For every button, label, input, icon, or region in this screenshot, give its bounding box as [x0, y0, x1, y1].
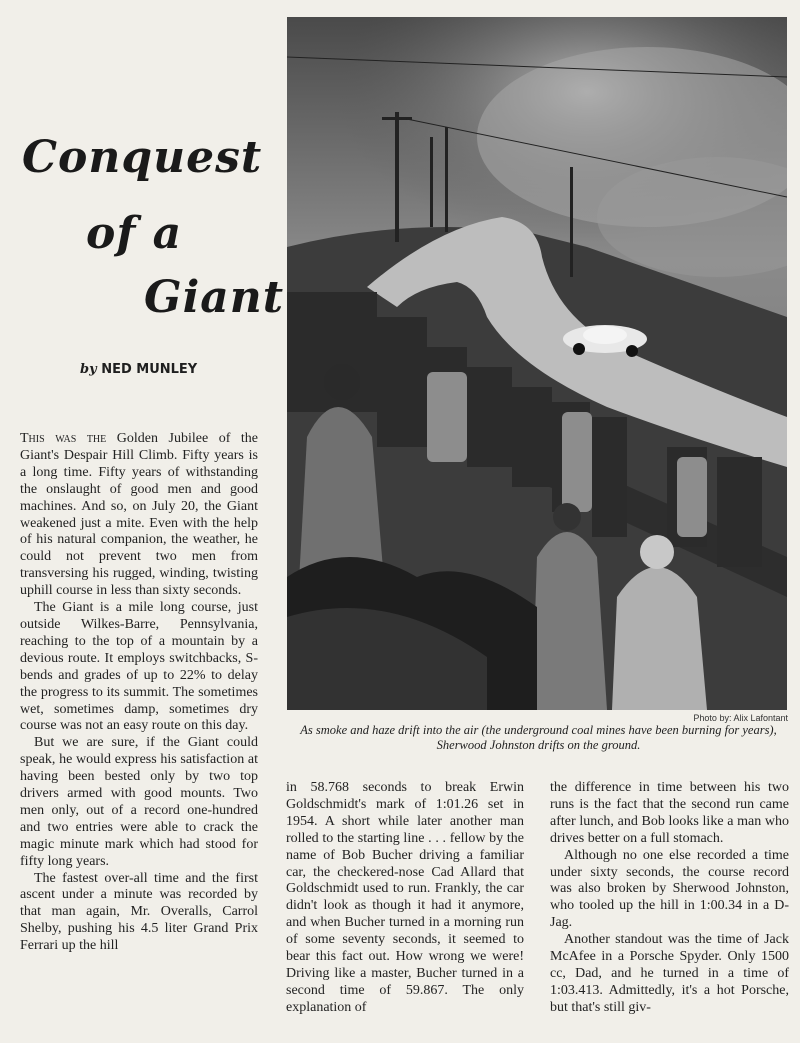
- text-column-3: [550, 780, 789, 1017]
- author-name: NED MUNLEY: [101, 362, 198, 377]
- byline-prefix: by: [80, 362, 97, 377]
- race-photo: [287, 17, 787, 710]
- paragraph: The Giant is a mile long course, just outside Wilkes-Barre, Pennsylvania, reaching to the top of a mountain by a devious route. It employs switchbacks, S-bends and grades of up to 22% to delay the progress to its summit. The sometimes wet, sometimes damp, sometimes dry course was not an easy route on this day.: [20, 600, 258, 734]
- title-line-2: of a: [86, 208, 183, 259]
- text-column-2: [286, 780, 524, 1017]
- photo-credit: Photo by: Alix Lafontant: [693, 713, 788, 723]
- hill-climb-photo-illustration: [287, 17, 787, 710]
- lead-in: This was the: [20, 431, 107, 446]
- paragraph: Another standout was the time of Jack McAfee in a Porsche Spyder. Only 1500 cc, Dad, and he turned in a time of 1:03.413. Admittedly, it's a hot Porsche, but that's still giv-: [550, 932, 789, 1015]
- paragraph: But we are sure, if the Giant could speak, he would express his satisfaction at having been bested only by two top drivers armed with good mounts. Two men only, out of a record one-hundred and two entries were able to crack the magic minute mark which had stood for fifty long years.: [20, 735, 258, 869]
- paragraph: [20, 431, 258, 600]
- paragraph: The fastest over-all time and the first ascent under a minute was recorded by that man again, Mr. Overalls, Carrol Shelby, pushing his 4.5 liter Grand Prix Ferrari up the hill: [20, 870, 258, 954]
- title-line-3: Giant: [144, 272, 285, 323]
- paragraph: Although no one else recorded a time under sixty seconds, the course record was also broken by Sherwood Johnston, who tooled up the hill in 1:00.34 in a D-Jag.: [550, 847, 789, 931]
- paragraph: the difference in time between his two runs is the fact that the second run came after lunch, and Bob looks like a man who drives better on a full stomach.: [550, 780, 789, 846]
- paragraph-text: Golden Jubilee of the Giant's Despair Hill Climb. Fifty years is a long time. Fifty years of withstanding the onslaught of good men and good machines. And so, on July 20, the Giant weakened just a mite. Even with the help of his natural companion, the weather, he could not prevent two men from transversing his rugged, winding, twisting uphill course in less than sixty seconds.: [20, 431, 259, 599]
- text-column-1: [20, 431, 258, 955]
- paragraph: in 58.768 seconds to break Erwin Goldschmidt's mark of 1:01.26 set in 1954. A short while later another man rolled to the starting line . . . fellow by the name of Bob Bucher driving a familiar car, the checkered-nose Cad Allard that Goldschmidt used to run. Frankly, the car didn't look as though it had it anymore, and when Bucher turned in a morning run of some seventy seconds, it seemed to bear this fact out. How wrong we were! Driving like a master, Bucher turned in a second time of 59.867. The only explanation of: [286, 780, 524, 1015]
- photo-caption: As smoke and haze drift into the air (the underground coal mines have been burning for years), Sherwood Johnston drifts on the ground.: [300, 723, 777, 752]
- title-line-1: Conquest: [22, 132, 263, 183]
- byline: [80, 362, 197, 377]
